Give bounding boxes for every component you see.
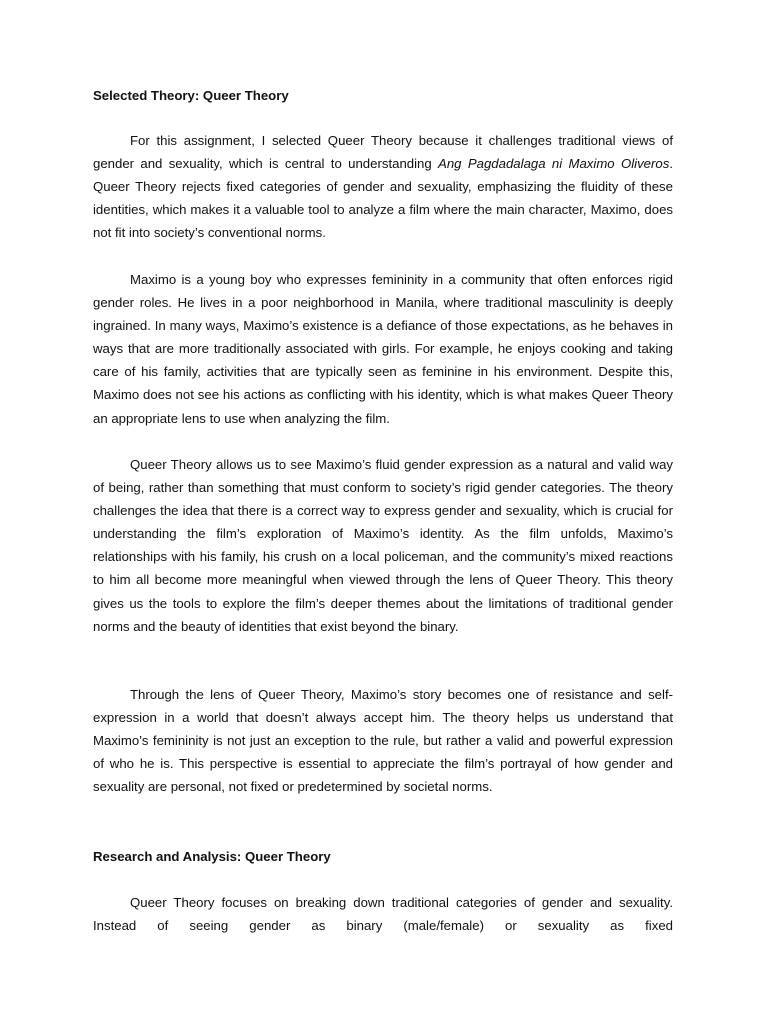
paragraph-intro-text-start: For this assignment, I selected Queer Theory because it challenges traditional views of gender and sexuality, which is central to understanding [93,133,673,172]
paragraph-resistance: Through the lens of Queer Theory, Maximo’s story becomes one of resistance and self-expression in a world that doesn’t always accept him. The theory helps us understand that Maximo’s femininity is not just an exception to the rule, but rather a valid and powerful expression of who he is. This perspective is essential to appreciate the film’s portrayal of how gender and sexuality are personal, not fixed or predetermined by societal norms. [93,687,673,795]
paragraph-intro [93,129,673,244]
paragraph-research-intro: Queer Theory focuses on breaking down traditional categories of gender and sexuality. Instead of seeing gender as binary (male/female) or sexuality as fixed [93,895,673,934]
paragraph-maximo-description: Maximo is a young boy who expresses femininity in a community that often enforces rigid gender roles. He lives in a poor neighborhood in Manila, where traditional masculinity is deeply ingrained. In many ways, Maximo’s existence is a defiance of those expectations, as he behaves in ways that are more traditionally associated with girls. For example, he enjoys cooking and taking care of his family, activities that are typically seen as feminine in his environment. Despite this, Maximo does not see his actions as conflicting with his identity, which is what makes Queer Theory an appropriate lens to use when analyzing the film. [93,272,673,426]
film-title: Ang Pagdadalaga ni Maximo Oliveros [438,156,670,172]
section-heading-selected-theory: Selected Theory: Queer Theory [93,88,289,103]
paragraph-intro-text-end: . Queer Theory rejects fixed categories of gender and sexuality, emphasizing the fluidity of these identities, which makes it a valuable tool to analyze a film where the main character, Maximo, does not fit into society’s conventional norms. [93,156,673,241]
paragraph-queer-theory-lens: Queer Theory allows us to see Maximo’s fluid gender expression as a natural and valid way of being, rather than something that must conform to society’s rigid gender categories. The theory challenges the idea that there is a correct way to express gender and sexuality, which is crucial for understanding the film’s exploration of Maximo’s identity. As the film unfolds, Maximo’s relationships with his family, his crush on a local policeman, and the community’s mixed reactions to him all become more meaningful when viewed through the lens of Queer Theory. This theory gives us the tools to explore the film’s deeper themes about the limitations of traditional gender norms and the beauty of identities that exist beyond the binary. [93,457,673,634]
section-heading-research-analysis: Research and Analysis: Queer Theory [93,849,331,864]
